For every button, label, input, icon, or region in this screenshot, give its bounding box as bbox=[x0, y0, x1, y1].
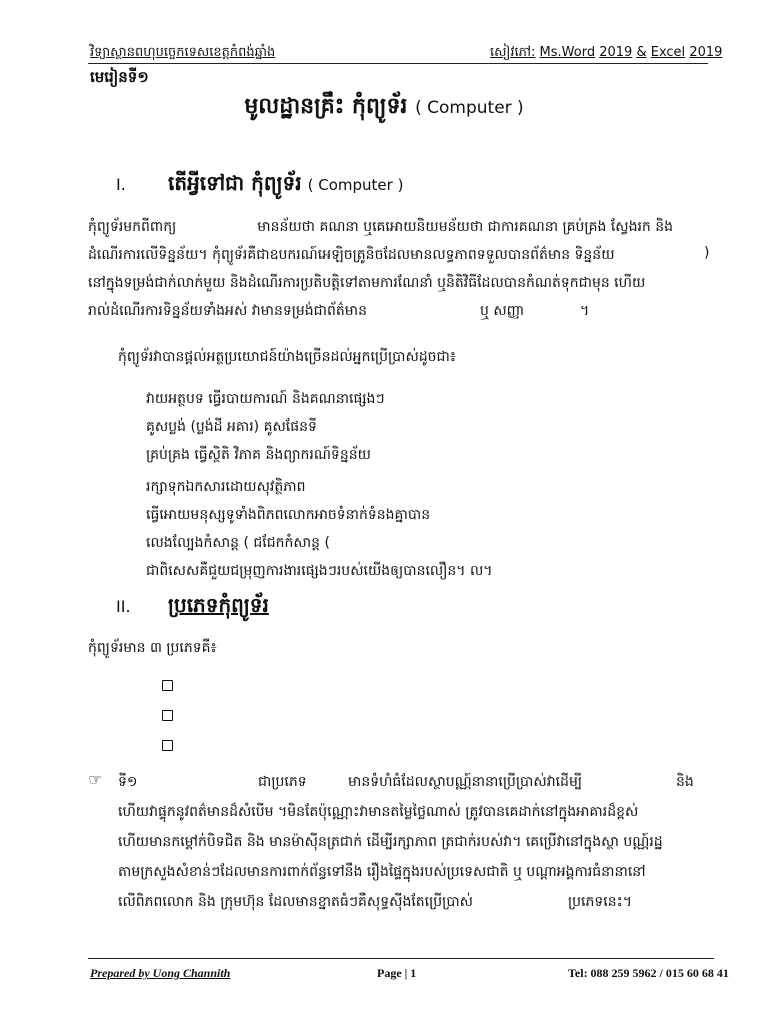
para1-line-1-a: កុំព្យូទ័រមកពីពាក្យ bbox=[88, 219, 177, 235]
benefit-item: ជាពិសេសគឺជួយជម្រុញការងារផ្សេងៗរបស់យើងឲ្យបានលឿន។ ល។ bbox=[146, 563, 493, 579]
para1-line-4 bbox=[88, 301, 710, 322]
benefits-intro: កុំព្យូទ័រវាបានផ្ដល់អត្ថប្រយោជន៍យ៉ាងច្រើនដល់អ្នកប្រើប្រាស់ដូចជា៖ bbox=[118, 349, 457, 365]
type-checkbox-2 bbox=[162, 710, 173, 721]
header-book-label: សៀវភៅ: bbox=[490, 45, 536, 60]
header-institute: វិទ្យាស្ថានពហុបច្ចេកទេសខេត្តកំពង់ឆ្នាំង bbox=[90, 45, 276, 60]
section-1-number: I. bbox=[116, 175, 126, 194]
para3-line-1-d: និង bbox=[676, 774, 694, 790]
footer-phone: Tel: 088 259 5962 / 015 60 68 41 bbox=[568, 966, 729, 980]
para3-line-4: តាមក្រសួងសំខាន់ៗដែលមានការពាក់ព័ន្ធទៅនឹង រឿងផ្ទៃក្នុងរបស់ប្រទេសជាតិ ឬ បណ្ដាអង្គការធំនានានៅ bbox=[118, 864, 646, 880]
para1-line-1 bbox=[88, 217, 710, 238]
lesson-label: មេរៀនទី១ bbox=[90, 68, 149, 86]
header-amp: & bbox=[636, 45, 647, 60]
benefit-item: វាយអត្ថបទ ធ្វើរបាយការណ៍ និងគណនាផ្សេងៗ bbox=[146, 391, 385, 407]
section-1-heading bbox=[116, 170, 403, 200]
para1-line-2-a: ដំណើរការលើទិន្នន័យ។ កុំព្យូទ័រគឺជាឧបករណ៍អេឡិចត្រូនិចដែលមានលទ្ធភាពទទួលបានព័ត៌មាន ទិន្នន័យ bbox=[88, 247, 615, 263]
para1-line-3 bbox=[88, 273, 710, 294]
header-word: Ms.Word bbox=[539, 45, 596, 60]
section-2-heading bbox=[116, 592, 269, 622]
para1-line-3-a: នៅក្នុងទម្រង់ជាក់លាក់មួយ និងដំណើរការប្រតិបត្តិទៅតាមការណែនាំ ឬនិតិវិធីដែលបានកំណត់ទុកជាមុន ហើយ bbox=[88, 275, 646, 291]
para3-line-5-a: លើពិភពលោក និង ក្រុមហ៊ុន ដែលមានខ្នាតធំៗគឺសុទ្ធស៊ីងតែប្រើប្រាស់ bbox=[118, 894, 474, 910]
header-word-year: 2019 bbox=[599, 45, 633, 60]
para1-line-4-b: ឬ សញ្ញា bbox=[480, 303, 525, 319]
para1-line-2 bbox=[88, 245, 710, 266]
para3-line-5-b: ប្រភេទនេះ។ bbox=[568, 894, 632, 910]
benefit-item: ធ្វើអោយមនុស្សទូទាំងពិភពលោកអាចទំនាក់ទំនងគ្នាបាន bbox=[146, 507, 431, 523]
title-khmer: មូលដ្ឋានគ្រឹះ កុំព្យូទ័រ bbox=[244, 94, 408, 119]
page-title bbox=[0, 92, 768, 124]
para3-line-1-b: ជាប្រភេទ bbox=[258, 774, 307, 790]
section-1-title: តើអ្វីទៅជា កុំព្យូទ័រ bbox=[168, 171, 302, 195]
section-2-title: ប្រភេទកុំព្យូទ័រ bbox=[168, 593, 269, 617]
types-intro: កុំព្យូទ័រមាន ៣ ប្រភេទគឺ៖ bbox=[88, 640, 217, 656]
section-2-number: II. bbox=[116, 597, 131, 616]
para3-line-1-a: ទី១ bbox=[118, 774, 138, 790]
footer-author: Prepared by Uong Channith bbox=[90, 966, 231, 980]
benefit-item: គ្រប់គ្រង ធ្វើស្ថិតិ វិភាគ និងព្យាករណ៍ទិន្នន័យ bbox=[146, 447, 371, 463]
footer-rule bbox=[88, 958, 714, 959]
pointing-hand-icon: ☞ bbox=[88, 770, 103, 789]
para1-line-4-a: រាល់ដំណើរការទិន្នន័យទាំងអស់ វាមានទម្រង់ជាព័ត៌មាន bbox=[88, 303, 367, 319]
benefit-item: គូសប្លង់ (ប្លង់ដី អគារ) គូសផែនទី bbox=[146, 419, 317, 435]
para1-line-2-b: ) bbox=[704, 245, 710, 261]
type-checkbox-1 bbox=[162, 680, 173, 691]
header-book-info bbox=[490, 44, 722, 63]
footer-page-number: Page | 1 bbox=[377, 966, 417, 980]
para3-line-2: ហើយវាផ្ទុកនូវពត៌មានដ៏សំបើម ។មិនតែប៉ុណ្ណោះវាមានតម្លៃថ្លៃណាស់ ត្រូវបានគេដាក់នៅក្នុងអាគារដ៏ខ្ពស់ bbox=[118, 804, 639, 820]
title-english: ( Computer ) bbox=[415, 98, 524, 118]
para1-line-4-c: ។ bbox=[580, 303, 590, 319]
para3-line-3: ហើយមានកម្ដៅក់បិទជិត និង មានម៉ាស៊ីនត្រជាក់ ដើម្បីរក្សាភាព ត្រជាក់របស់វា។ គេប្រើវានៅក្នុងស្ថា បណ្ណ៍រដ្ឋ bbox=[118, 834, 663, 850]
benefit-item: រក្សាទុកឯកសារដោយសុវត្ថិភាព bbox=[146, 479, 306, 495]
para3-line-1-c: មានទំហំធំដែលស្ថាបណ្ណ៍នានាប្រើប្រាស់វាដើម្បី bbox=[348, 774, 582, 790]
benefit-item: លេងល្បែងកំសាន្ត ( ជជែកកំសាន្ត ( bbox=[146, 535, 330, 551]
type-checkbox-3 bbox=[162, 740, 173, 751]
header-rule bbox=[88, 63, 708, 64]
para1-line-1-b: មានន័យថា គណនា ឬគេអោយនិយមន័យថា ជាការគណនា គ្រប់គ្រង ស្វែងរក និង bbox=[257, 219, 674, 235]
header-excel-year: 2019 bbox=[689, 45, 723, 60]
header-excel: Excel bbox=[650, 45, 686, 60]
section-1-english: ( Computer ) bbox=[307, 176, 404, 194]
